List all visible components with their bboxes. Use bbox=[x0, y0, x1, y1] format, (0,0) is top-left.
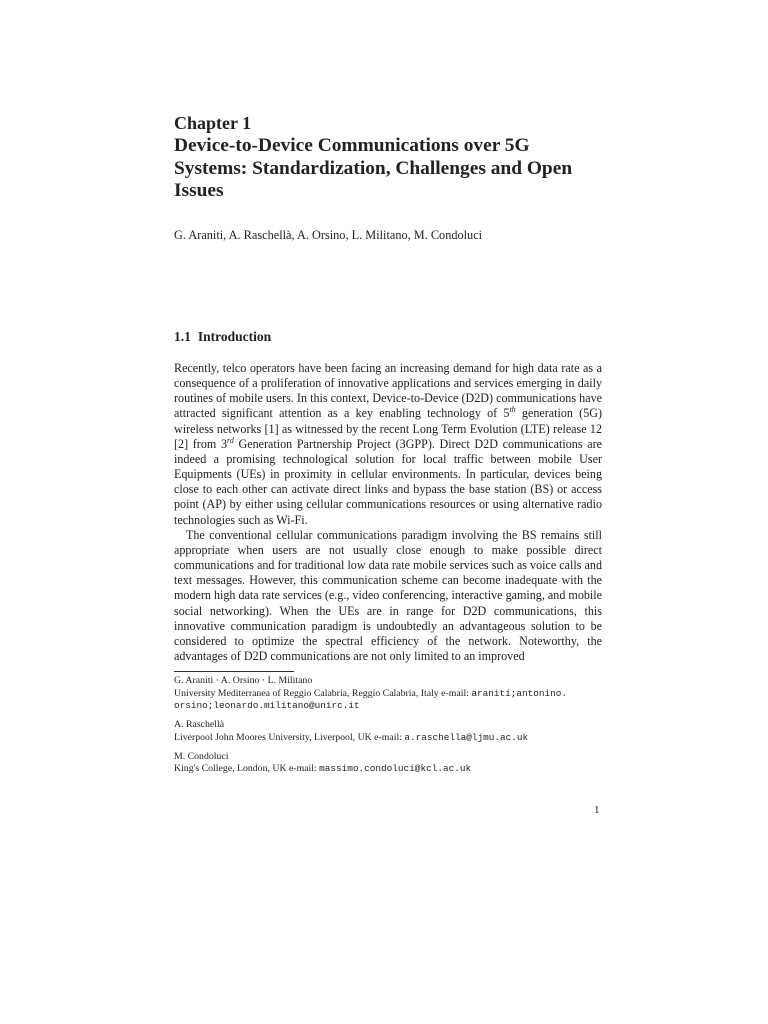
affiliation-text: University Mediterranea of Reggio Calabria, Reggio Calabria, Italy e-mail: bbox=[174, 687, 472, 699]
footnote-affiliation bbox=[174, 675, 606, 713]
paragraph bbox=[174, 361, 602, 528]
footnote-email-line bbox=[174, 700, 606, 713]
superscript: th bbox=[509, 405, 516, 415]
chapter-title-line: Systems: Standardization, Challenges and Open bbox=[174, 157, 573, 179]
section-heading bbox=[174, 328, 271, 346]
author-list: G. Araniti, A. Raschellà, A. Orsino, L. Militano, M. Condoluci bbox=[174, 228, 483, 242]
paragraph-text: generation (5G) wireless networks [1] as witnessed by the recent Long Term Evolution (LTE) release 12 [2] from 3 bbox=[174, 406, 602, 451]
affiliation-text: King's College, London, UK e-mail: bbox=[174, 763, 320, 774]
body-text bbox=[174, 361, 602, 664]
footnote-authors: M. Condoluci bbox=[174, 750, 229, 762]
chapter-title bbox=[174, 135, 606, 203]
footnote-affiliation-line bbox=[174, 732, 606, 745]
page-number: 1 bbox=[594, 804, 600, 816]
footnote-affiliation-line bbox=[174, 763, 606, 776]
email-link[interactable]: araniti;antonino. bbox=[471, 687, 567, 699]
chapter-title-line: Issues bbox=[174, 180, 224, 201]
section-title: Introduction bbox=[197, 329, 272, 344]
section-number: 1.1 bbox=[174, 329, 191, 344]
email-link[interactable]: orsino;leonardo.militano@unirc.it bbox=[174, 700, 360, 711]
superscript: rd bbox=[227, 435, 234, 445]
paragraph-text: Recently, telco operators have been facing an increasing demand for high data rate as a consequence of a proliferation of innovative applications and services emerging in daily routines of mobile users. In this context, Device-to-Device (D2D) communications have attracted significant attention as a key enabling technology of 5 bbox=[174, 361, 602, 421]
chapter-label: Chapter 1 bbox=[174, 113, 252, 133]
affiliation-text: Liverpool John Moores University, Liverpool, UK e-mail: bbox=[174, 731, 405, 743]
footnote-affiliation-line bbox=[174, 688, 606, 701]
paragraph-text: Generation Partnership Project (3GPP). Direct D2D communications are indeed a promising technological solution for local traffic between mobile User Equipments (UEs) in proximity in cellular environments. In particular, devices being close to each other can activate direct links and bypass the base station (BS) or access point (AP) by either using cellular communications resources or using alternative radio technologies such as Wi-Fi. bbox=[174, 436, 602, 527]
email-link[interactable]: a.raschella@ljmu.ac.uk bbox=[404, 731, 529, 743]
email-link[interactable]: massimo.condoluci@kcl.ac.uk bbox=[319, 763, 472, 774]
footnote-affiliation bbox=[174, 751, 606, 776]
chapter-title-line: Device-to-Device Communications over 5G bbox=[174, 135, 530, 156]
document-page bbox=[174, 0, 602, 1024]
footnote-authors: G. Araniti · A. Orsino · L. Militano bbox=[174, 675, 313, 686]
footnote-divider bbox=[174, 671, 294, 672]
footnotes bbox=[174, 675, 606, 782]
footnote-affiliation bbox=[174, 719, 606, 744]
paragraph: The conventional cellular communications paradigm involving the BS remains still appropriate when users are not usually close enough to make possible direct communications and for traditional low data rate mobile services such as voice calls and text messages. However, this communication scheme can become inadequate with the modern high data rate services (e.g., video conferencing, interactive gaming, and mobile social networking). When the UEs are in range for D2D communications, this innovative communication paradigm is undoubtedly an advantageous solution to be considered to optimize the spectral efficiency of the network. Noteworthy, the advantages of D2D communications are not only limited to an improved bbox=[174, 527, 602, 663]
footnote-authors: A. Raschellà bbox=[174, 719, 225, 730]
